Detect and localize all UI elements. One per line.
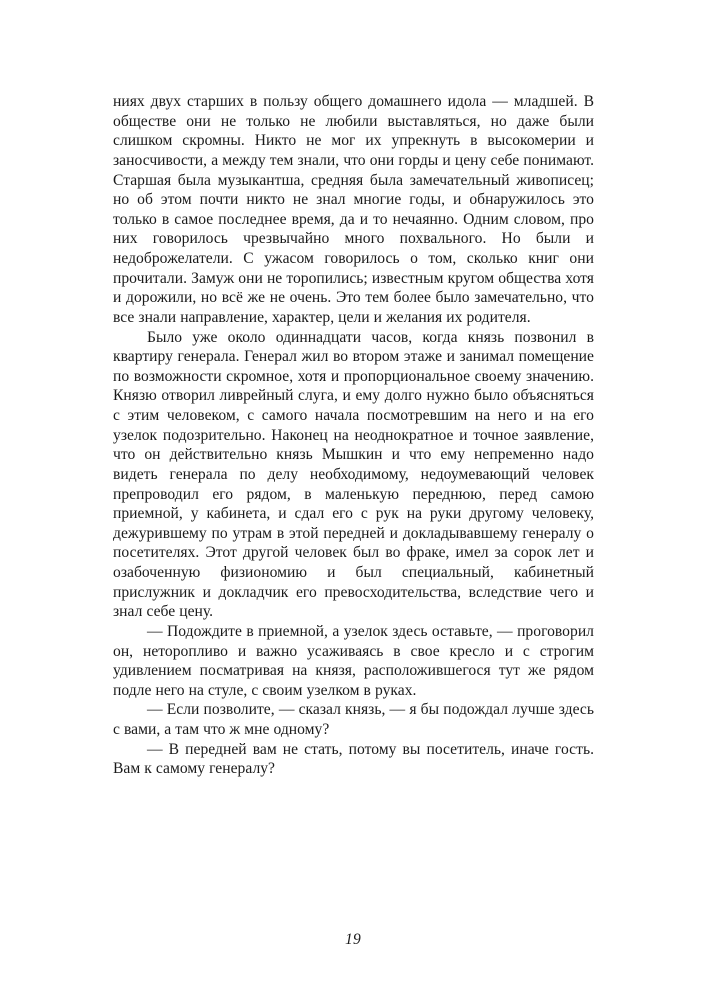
paragraph-2: Было уже около одиннадцати часов, когда князь позвонил в квартиру генерала. Генерал жил во втором этаже и занимал помещение по возможности скромное, хотя и пропорциональное своему значению. Князю отворил ливрейный слуга, и ему долго нужно было объясняться с этим человеком, с самого начала посмотревшим на него и на его узелок подозрительно. Наконец на неоднократное и точное заявление, что он действительно князь Мышкин и что ему непременно надо видеть генерала по делу необходимому, недоумевающий человек препроводил его рядом, в маленькую переднюю, перед самою приемной, у кабинета, и сдал его с рук на руки другому человеку, дежурившему по утрам в этой передней и докладывавшему генералу о посетителях. Этот другой человек был во фраке, имел за сорок лет и озабоченную физиономию и был специальный, кабинетный прислужник и докладчик его превосходительства, вследствие чего и знал себе цену. [113, 328, 594, 621]
paragraph-continuation: ниях двух старших в пользу общего домашнего идола — младшей. В обществе они не только не любили выставляться, но даже были слишком скромны. Никто не мог их упрекнуть в высокомерии и заносчивости, а между тем знали, что они горды и цену себе понимают. Старшая была музыкантша, средняя была замечательный живописец; но об этом почти никто не знал многие годы, и обнаружилось это только в самое последнее время, да и то нечаянно. Одним словом, про них говорилось чрезвычайно много похвального. Но были и недоброжелатели. С ужасом говорилось о том, сколько книг они прочитали. Замуж они не торопились; известным кругом общества хотя и дорожили, но всё же не очень. Это тем более было замечательно, что все знали направление, характер, цели и желания их родителя. [113, 93, 594, 326]
page-text-block [113, 92, 594, 779]
page-number: 19 [344, 931, 362, 948]
paragraph-dialogue-2: — Если позволите, — сказал князь, — я бы подождал лучше здесь с вами, а там что ж мне одному? [113, 701, 594, 738]
paragraph-dialogue-3: — В передней вам не стать, потому вы посетитель, иначе гость. Вам к самому генералу? [113, 740, 594, 778]
paragraph-dialogue-1: — Подождите в приемной, а узелок здесь оставьте, — проговорил он, неторопливо и важно усаживаясь в свое кресло и с строгим удивлением посматривая на князя, расположившегося тут же рядом подле него на стуле, с своим узелком в руках. [113, 622, 594, 699]
